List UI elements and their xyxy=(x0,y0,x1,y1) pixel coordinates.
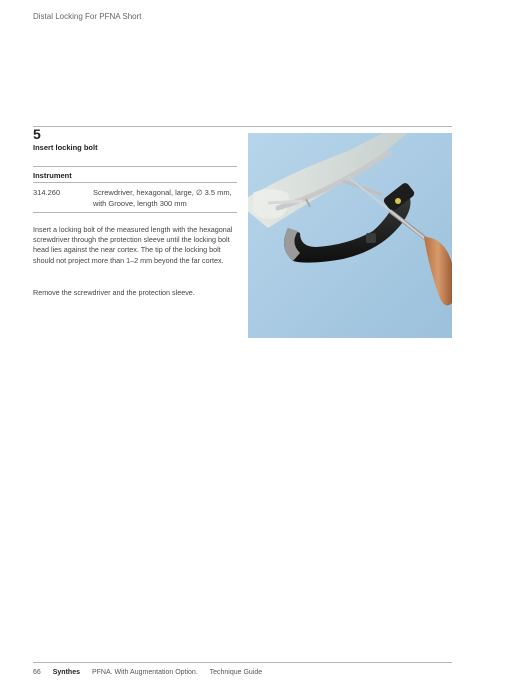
footer-rule xyxy=(33,662,452,663)
footer xyxy=(33,669,272,676)
step-number: 5 xyxy=(33,126,41,142)
table-top-rule xyxy=(33,166,237,167)
section-divider xyxy=(33,126,452,127)
step-title: Insert locking bolt xyxy=(33,143,98,152)
instruction-paragraph: Insert a locking bolt of the measured length with the hexagonal screwdriver through the protection sleeve until the locking bolt head lies against the near cortex. The tip of the locking bolt should not project more than 1–2 mm beyond the far cortex. xyxy=(33,225,233,265)
table-header-rule xyxy=(33,182,237,183)
screwdriver-insertion-illustration xyxy=(248,133,452,338)
instrument-description: Screwdriver, hexagonal, large, ∅ 3.5 mm, with Groove, length 300 mm xyxy=(93,188,232,208)
brand-name: Synthes xyxy=(52,669,80,676)
surgical-illustration xyxy=(248,133,452,338)
table-bottom-rule xyxy=(33,212,237,213)
running-title: Distal Locking For PFNA Short xyxy=(33,12,142,21)
page-number: 66 xyxy=(33,669,41,676)
publication-title: PFNA. With Augmentation Option. xyxy=(91,669,198,676)
instruction-paragraph-remove: Remove the screwdriver and the protection sleeve. xyxy=(33,288,195,297)
document-type: Technique Guide xyxy=(209,669,263,676)
locking-bolt xyxy=(268,201,303,203)
instrument-heading: Instrument xyxy=(33,171,72,180)
instrument-code: 314.260 xyxy=(33,188,61,197)
indicator-dot xyxy=(395,198,401,204)
